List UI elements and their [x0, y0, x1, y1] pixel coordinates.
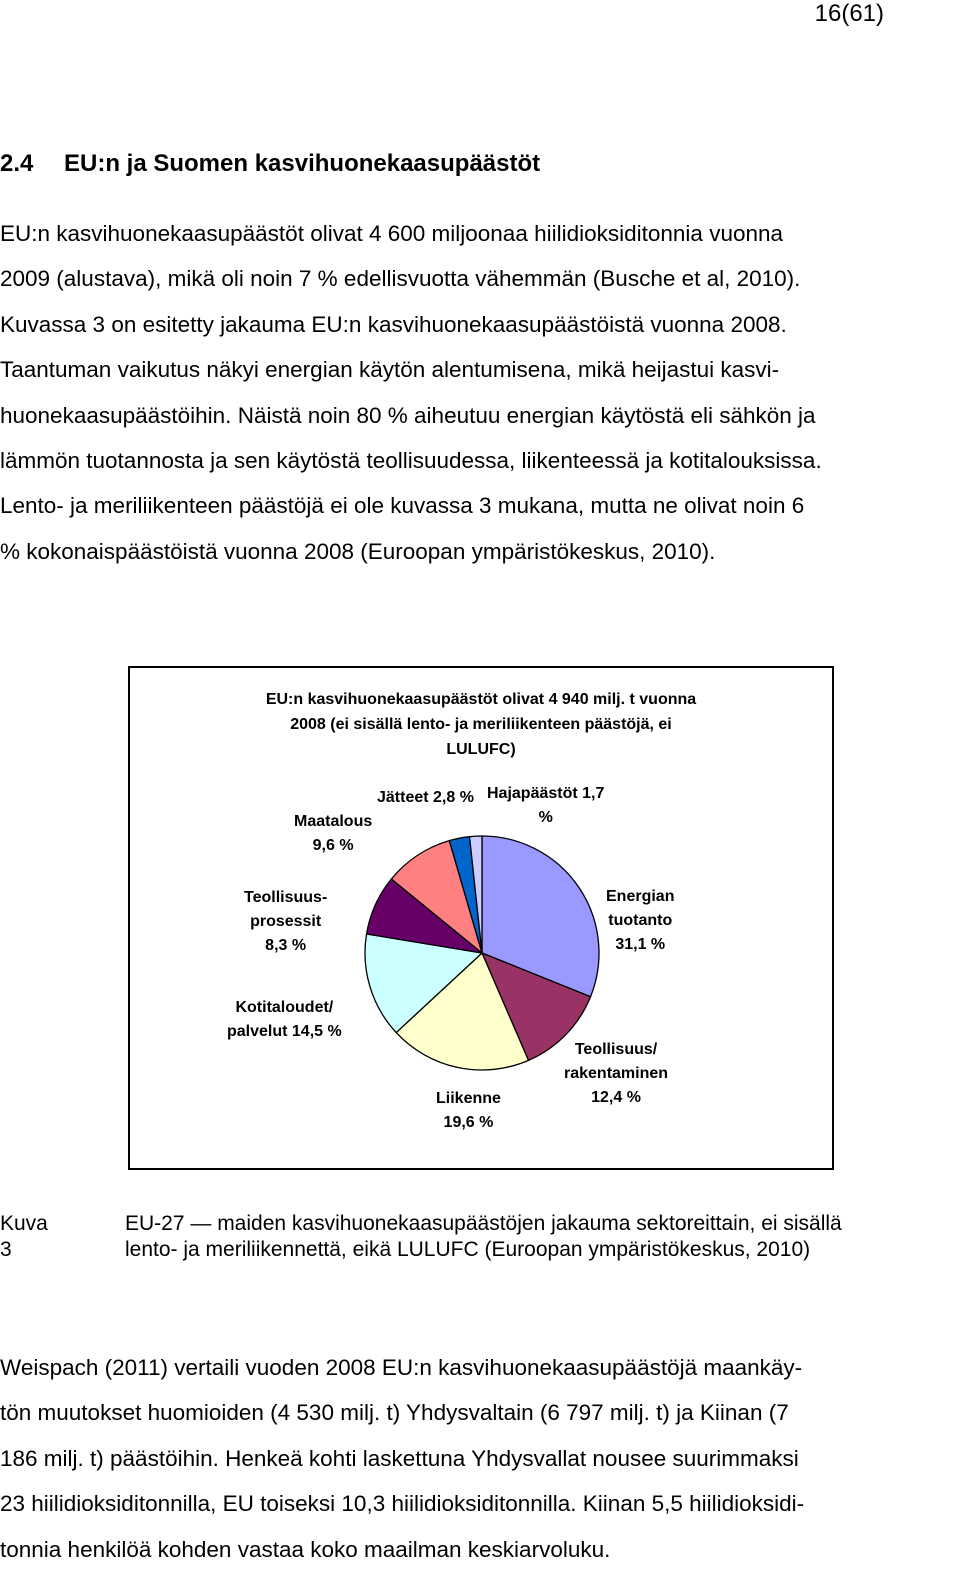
text-line: EU:n kasvihuonekaasupäästöt olivat 4 600 miljoonaa hiilidioksiditonnia vuonna: [0, 221, 784, 246]
section-heading: [0, 150, 540, 178]
slice-label-kotitaloudet-palvelut: Kotitaloudet/ palvelut 14,5 %: [227, 999, 342, 1040]
text-line: Lento- ja meriliikenteen päästöjä ei ole kuvassa 3 mukana, mutta ne olivat noin 6: [0, 493, 805, 519]
slice-label-hajapaastot: Hajapäästöt 1,7 %: [487, 785, 605, 826]
chart-title-line: LULUFC): [446, 741, 516, 758]
slice-label-maatalous: Maatalous 9,6 %: [294, 813, 373, 854]
paragraph-intro: [0, 211, 950, 574]
slice-label-teollisuus-rakentaminen: Teollisuus/ rakentaminen 12,4 %: [564, 1041, 669, 1106]
pie-chart-frame: [128, 666, 834, 1170]
text-line: 2009 (alustava), mikä oli noin 7 % edellisvuotta vähemmän (Busche et al, 2010).: [0, 266, 801, 292]
text-line: Taantuman vaikutus näkyi energian käytön alentumisena, mikä heijastui kasvi-: [0, 357, 780, 383]
chart-title-line: 2008 (ei sisällä lento- ja meriliikenteen päästöjä, ei: [290, 716, 672, 733]
text-line: % kokonaispäästöistä vuonna 2008 (Euroopan ympäristökeskus, 2010).: [0, 538, 716, 564]
section-title: EU:n ja Suomen kasvihuonekaasupäästöt: [64, 150, 541, 177]
caption-text: [125, 1211, 842, 1263]
text-line: Kuvassa 3 on esitetty jakauma EU:n kasvihuonekaasupäästöistä vuonna 2008.: [0, 311, 787, 337]
page-number: 16(61): [814, 0, 884, 27]
text-line: Weispach (2011) vertaili vuoden 2008 EU:n kasvihuonekaasupäästöjä maankäy-: [0, 1355, 803, 1380]
text-line: 186 milj. t) päästöihin. Henkeä kohti laskettuna Yhdysvallat nousee suurimmaksi: [0, 1445, 799, 1471]
paragraph-comparison: [0, 1345, 950, 1572]
chart-title-line: EU:n kasvihuonekaasupäästöt olivat 4 940 milj. t vuonna: [265, 691, 697, 708]
text-line: tön muutokset huomioiden (4 530 milj. t) Yhdysvaltain (6 797 milj. t) ja Kiinan (7: [0, 1400, 789, 1426]
caption-line: lento- ja meriliikennettä, eikä LULUFC (Euroopan ympäristökeskus, 2010): [125, 1238, 811, 1261]
text-line: tonnia henkilöä kohden vastaa koko maailman keskiarvoluku.: [0, 1536, 611, 1562]
slice-label-energian-tuotanto: Energian tuotanto 31,1 %: [606, 888, 675, 953]
slice-label-teollisuusprosessit: Teollisuus- prosessit 8,3 %: [244, 889, 328, 954]
caption-line: EU-27 — maiden kasvihuonekaasupäästöjen jakauma sektoreittain, ei sisällä: [125, 1212, 842, 1235]
text-line: huonekaasupäästöihin. Näistä noin 80 % aiheutuu energian käytöstä eli sähkön ja: [0, 402, 816, 428]
slice-label-jatteet: Jätteet 2,8 %: [377, 789, 474, 806]
caption-label: Kuva 3: [0, 1212, 48, 1261]
text-line: 23 hiilidioksiditonnilla, EU toiseksi 10,3 hiilidioksiditonnilla. Kiinan 5,5 hiilidioksidi-: [0, 1491, 805, 1517]
text-line: lämmön tuotannosta ja sen käytöstä teollisuudessa, liikenteessä ja kotitalouksissa.: [0, 448, 822, 474]
section-number: 2.4: [0, 150, 34, 177]
slice-label-liikenne: Liikenne 19,6 %: [436, 1090, 501, 1131]
